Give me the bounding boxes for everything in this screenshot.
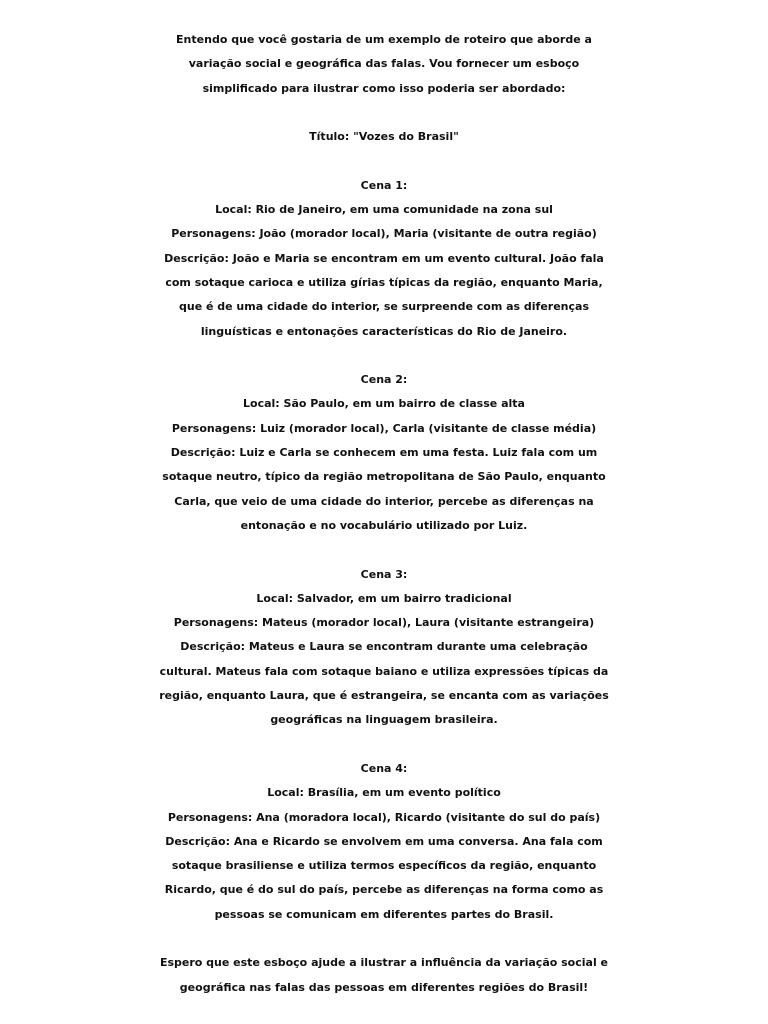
closing-line: Espero que este esboço ajude a ilustrar a influência da variação social e [159,956,609,970]
scene-description-line: Descrição: João e Maria se encontram em um evento cultural. João fala [164,251,604,265]
scene-description-line: região, enquanto Laura, que é estrangeira, se encanta com as variações [159,689,609,703]
scene-description-line: sotaque neutro, típico da região metropolitana de São Paulo, enquanto [162,470,606,484]
scene-3 [0,563,768,733]
scene-heading: Cena 4: [360,761,408,775]
spacer [0,101,768,125]
scene-location: Local: Salvador, em um bairro tradicional [256,591,512,605]
scene-characters: Personagens: Luiz (morador local), Carla (visitante de classe média) [171,421,597,435]
scene-description-line: sotaque brasiliense e utiliza termos específicos da região, enquanto [171,859,597,873]
intro-line: Entendo que você gostaria de um exemplo de roteiro que aborde a [176,33,592,46]
scene-description-line: Descrição: Mateus e Laura se encontram durante uma celebração [180,640,588,654]
closing-paragraph [0,951,768,1000]
scene-description-line: Descrição: Ana e Ricardo se envolvem em uma conversa. Ana fala com [165,834,603,848]
scene-location: Local: Rio de Janeiro, em uma comunidade na zona sul [215,203,553,217]
intro-line: simplificado para ilustrar como isso poderia ser abordado: [202,81,566,95]
scene-description-line: Descrição: Luiz e Carla se conhecem em uma festa. Luiz fala com um [170,446,598,460]
spacer [0,733,768,757]
spacer [0,927,768,951]
scene-characters: Personagens: Mateus (morador local), Laura (visitante estrangeira) [173,616,595,630]
intro-paragraph [0,28,768,101]
scene-1 [0,174,768,344]
closing-line: geográfica nas falas das pessoas em diferentes regiões do Brasil! [179,980,589,994]
scene-description-line: Carla, que veio de uma cidade do interior, percebe as diferenças na [174,494,594,508]
scene-characters: Personagens: João (morador local), Maria (visitante de outra região) [171,227,597,241]
scene-description-line: Ricardo, que é do sul do país, percebe as diferenças na forma como as [164,883,604,897]
scene-description-line: que é de uma cidade do interior, se surpreende com as diferenças [178,300,590,314]
scene-location: Local: São Paulo, em um bairro de classe alta [243,397,525,411]
scene-description-line: pessoas se comunicam em diferentes partes do Brasil. [214,907,554,921]
scene-description-line: com sotaque carioca e utiliza gírias típicas da região, enquanto Maria, [165,275,603,289]
scene-description-line: cultural. Mateus fala com sotaque baiano e utiliza expressões típicas da [159,664,609,678]
scene-4 [0,757,768,927]
scene-heading: Cena 2: [360,373,408,387]
scene-2 [0,368,768,538]
spacer [0,344,768,368]
intro-line: variação social e geográfica das falas. Vou fornecer um esboço [188,57,580,71]
scene-description-line: geográficas na linguagem brasileira. [270,713,498,727]
scene-heading: Cena 1: [360,178,408,192]
scene-description-line: linguísticas e entonações características do Rio de Janeiro. [200,324,568,338]
scene-characters: Personagens: Ana (moradora local), Ricardo (visitante do sul do país) [167,810,601,824]
spacer [0,538,768,562]
spacer [0,149,768,173]
scene-location: Local: Brasília, em um evento político [267,786,501,800]
title-line: Título: "Vozes do Brasil" [309,130,459,144]
script-title [0,125,768,149]
scene-description-line: entonação e no vocabulário utilizado por Luiz. [240,518,528,532]
scene-heading: Cena 3: [360,567,408,581]
